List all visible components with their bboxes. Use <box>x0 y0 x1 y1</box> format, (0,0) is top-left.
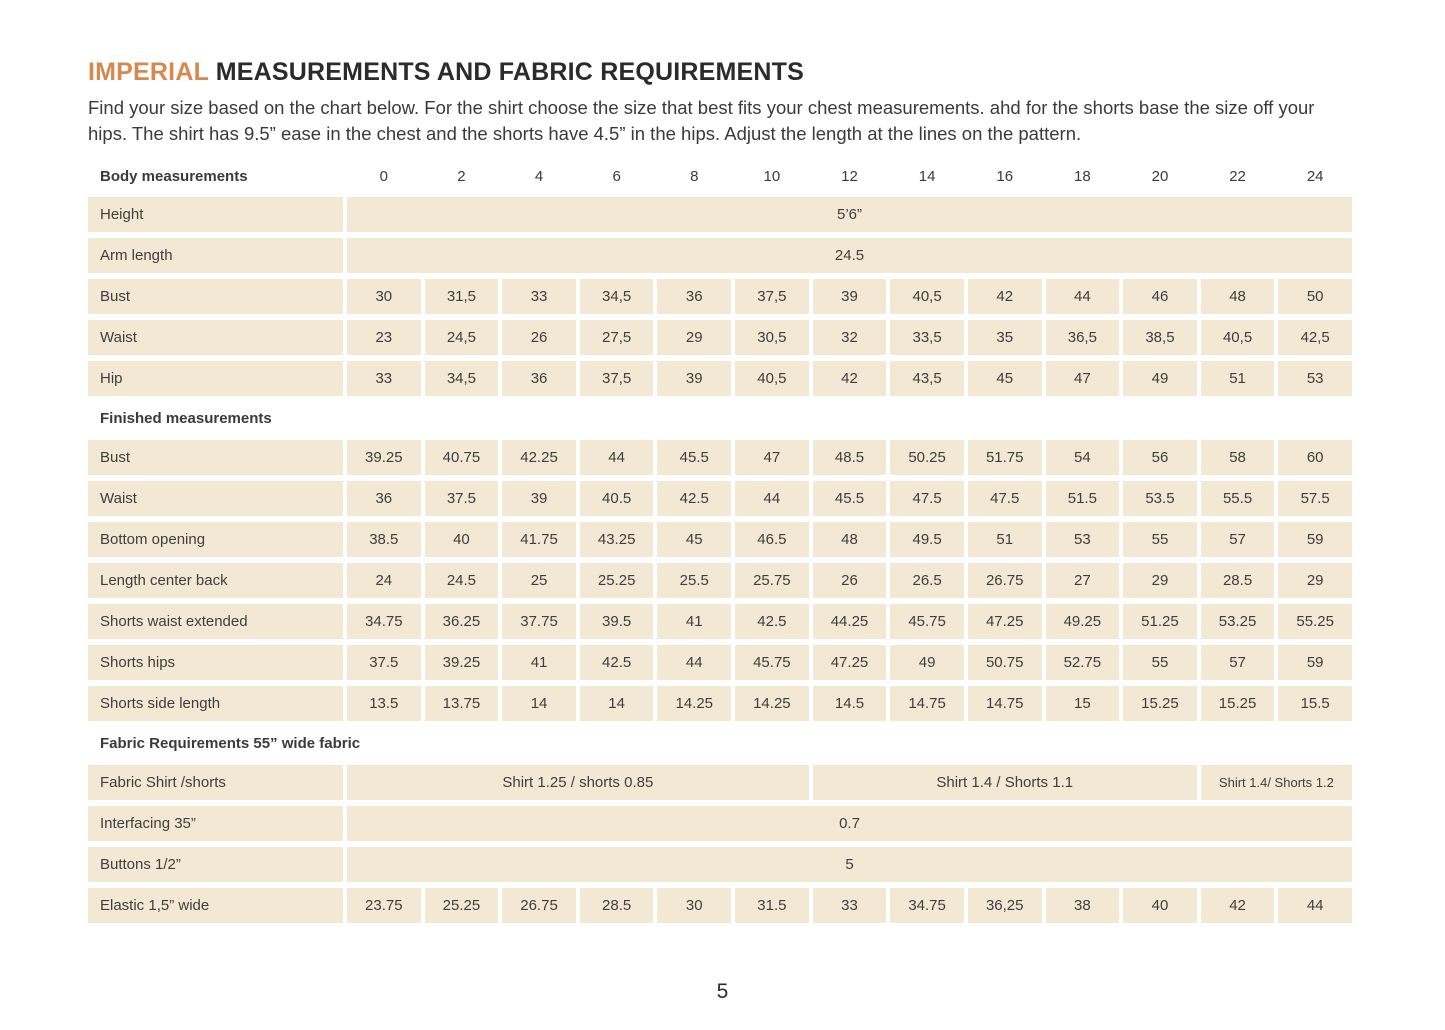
span-value-cell: 5’6” <box>347 197 1352 232</box>
value-cell: 26.75 <box>502 888 576 923</box>
value-cell: 31,5 <box>425 279 499 314</box>
value-cell: 54 <box>1046 440 1120 475</box>
value-cell: 48.5 <box>813 440 887 475</box>
value-cell: 31.5 <box>735 888 809 923</box>
value-cell: 38,5 <box>1123 320 1197 355</box>
size-column-header: 6 <box>612 167 621 185</box>
value-cell: 36 <box>347 481 421 516</box>
value-cell: 42.5 <box>580 645 654 680</box>
value-cell: 47 <box>1046 361 1120 396</box>
value-cell: 29 <box>1278 563 1352 598</box>
value-cell: 50 <box>1278 279 1352 314</box>
value-cell: 50.75 <box>968 645 1042 680</box>
value-cell: 41 <box>657 604 731 639</box>
value-cell: 38 <box>1046 888 1120 923</box>
span-value-cell: 0.7 <box>347 806 1352 841</box>
value-cell: 28.5 <box>580 888 654 923</box>
size-column-header: 4 <box>534 167 544 185</box>
table-row <box>88 888 1352 923</box>
value-cell: 33,5 <box>890 320 964 355</box>
value-cell: 39.25 <box>425 645 499 680</box>
value-cell: 39 <box>813 279 887 314</box>
value-cell: 39.25 <box>347 440 421 475</box>
value-cell: 49 <box>890 645 964 680</box>
value-cell: 46 <box>1123 279 1197 314</box>
table-row <box>88 765 1352 800</box>
value-cell: 57.5 <box>1278 481 1352 516</box>
value-cell: 51 <box>968 522 1042 557</box>
value-cell: 56 <box>1123 440 1197 475</box>
value-cell: 42.25 <box>502 440 576 475</box>
value-cell: 49.5 <box>890 522 964 557</box>
value-cell: 25.25 <box>425 888 499 923</box>
value-cell: 14.75 <box>968 686 1042 721</box>
value-cell: 41 <box>502 645 576 680</box>
value-cell: 34.75 <box>890 888 964 923</box>
value-cell: 55 <box>1123 645 1197 680</box>
value-cell: 26.75 <box>968 563 1042 598</box>
size-column-header: 18 <box>1073 167 1091 185</box>
value-cell: 42.5 <box>735 604 809 639</box>
value-cell: 28.5 <box>1201 563 1275 598</box>
value-cell: 40 <box>425 522 499 557</box>
size-column-header: 14 <box>918 167 936 185</box>
value-cell: 60 <box>1278 440 1352 475</box>
value-cell: 42 <box>1201 888 1275 923</box>
intro-paragraph: Find your size based on the chart below. For the shirt choose the size that best fits your chest measurements. ahd for the shorts base the size off your hips. The shirt has 9.5” ease in the chest and the shorts have 4.5” in the hips. Adjust the length at the lines on the pattern. <box>88 97 1315 144</box>
row-label: Bottom opening <box>88 522 343 557</box>
row-label: Waist <box>88 481 343 516</box>
size-column-header: 0 <box>379 167 388 185</box>
row-label: Shorts hips <box>88 645 343 680</box>
span-value-cell: 5 <box>347 847 1352 882</box>
size-column-header: 22 <box>1229 167 1246 185</box>
value-cell: 40.5 <box>580 481 654 516</box>
value-cell: 14 <box>580 686 654 721</box>
row-label: Bust <box>88 440 343 475</box>
value-cell: 45.5 <box>657 440 731 475</box>
value-cell: 14.5 <box>813 686 887 721</box>
value-cell: 44.25 <box>813 604 887 639</box>
value-cell: 57 <box>1201 645 1275 680</box>
value-cell: 44 <box>735 481 809 516</box>
value-cell: 37.5 <box>425 481 499 516</box>
value-cell: 24,5 <box>425 320 499 355</box>
table-row <box>88 563 1352 598</box>
value-cell: 44 <box>1046 279 1120 314</box>
row-label: Arm length <box>88 238 343 273</box>
value-cell: 44 <box>657 645 731 680</box>
value-cell: 53.5 <box>1123 481 1197 516</box>
value-cell: 29 <box>657 320 731 355</box>
value-cell: 53 <box>1046 522 1120 557</box>
value-cell: 51 <box>1201 361 1275 396</box>
value-cell: 36,25 <box>968 888 1042 923</box>
value-cell: 23 <box>347 320 421 355</box>
row-label: Interfacing 35” <box>88 806 343 841</box>
value-cell: 45 <box>657 522 731 557</box>
value-cell: 35 <box>968 320 1042 355</box>
value-cell: 27 <box>1046 563 1120 598</box>
value-cell: 47.25 <box>813 645 887 680</box>
value-cell: 30 <box>347 279 421 314</box>
table-row <box>88 604 1352 639</box>
value-cell: 55.5 <box>1201 481 1275 516</box>
value-cell: 40 <box>1123 888 1197 923</box>
value-cell: 25 <box>502 563 576 598</box>
row-label: Elastic 1,5” wide <box>88 888 343 923</box>
value-cell: 29 <box>1123 563 1197 598</box>
row-label: Waist <box>88 320 343 355</box>
value-cell: 55 <box>1123 522 1197 557</box>
span-value-cell: Shirt 1.4 / Shorts 1.1 <box>813 765 1197 800</box>
value-cell: 14.25 <box>657 686 731 721</box>
value-cell: 57 <box>1201 522 1275 557</box>
table-row <box>88 686 1352 721</box>
value-cell: 26 <box>502 320 576 355</box>
row-label: Hip <box>88 361 343 396</box>
value-cell: 36 <box>502 361 576 396</box>
value-cell: 48 <box>813 522 887 557</box>
value-cell: 15.25 <box>1123 686 1197 721</box>
size-column-header: 10 <box>763 167 781 185</box>
value-cell: 42 <box>813 361 887 396</box>
size-column-header: 2 <box>457 167 466 185</box>
table-row <box>88 440 1352 475</box>
size-column-header: 16 <box>996 167 1014 185</box>
size-column-header: 24 <box>1306 167 1324 185</box>
value-cell: 59 <box>1278 522 1352 557</box>
value-cell: 45.75 <box>735 645 809 680</box>
value-cell: 26.5 <box>890 563 964 598</box>
value-cell: 34,5 <box>580 279 654 314</box>
row-label: Length center back <box>88 563 343 598</box>
row-label: Buttons 1/2” <box>88 847 343 882</box>
value-cell: 37,5 <box>580 361 654 396</box>
section-title: Finished measurements <box>100 410 272 427</box>
value-cell: 44 <box>580 440 654 475</box>
value-cell: 45.75 <box>890 604 964 639</box>
value-cell: 30 <box>657 888 731 923</box>
value-cell: 42 <box>968 279 1042 314</box>
value-cell: 47.25 <box>968 604 1042 639</box>
value-cell: 15 <box>1046 686 1120 721</box>
table-row <box>88 238 1352 273</box>
value-cell: 49 <box>1123 361 1197 396</box>
value-cell: 47.5 <box>968 481 1042 516</box>
value-cell: 51.25 <box>1123 604 1197 639</box>
value-cell: 48 <box>1201 279 1275 314</box>
value-cell: 33 <box>347 361 421 396</box>
row-label: Fabric Shirt /shorts <box>88 765 343 800</box>
value-cell: 27,5 <box>580 320 654 355</box>
value-cell: 40,5 <box>1201 320 1275 355</box>
row-label: Shorts waist extended <box>88 604 343 639</box>
value-cell: 43,5 <box>890 361 964 396</box>
table-row <box>88 161 1352 191</box>
value-cell: 47 <box>735 440 809 475</box>
value-cell: 34,5 <box>425 361 499 396</box>
value-cell: 45.5 <box>813 481 887 516</box>
value-cell: 25.5 <box>657 563 731 598</box>
value-cell: 39 <box>657 361 731 396</box>
span-value-cell: 24.5 <box>347 238 1352 273</box>
span-value-cell: Shirt 1.25 / shorts 0.85 <box>347 765 809 800</box>
page-title-accent: IMPERIAL <box>88 58 209 86</box>
value-cell: 15.25 <box>1201 686 1275 721</box>
size-column-header: 20 <box>1151 167 1169 185</box>
value-cell: 42.5 <box>657 481 731 516</box>
value-cell: 41.75 <box>502 522 576 557</box>
value-cell: 47.5 <box>890 481 964 516</box>
value-cell: 23.75 <box>347 888 421 923</box>
value-cell: 39 <box>502 481 576 516</box>
value-cell: 40,5 <box>890 279 964 314</box>
table-row <box>88 197 1352 232</box>
value-cell: 14.75 <box>890 686 964 721</box>
value-cell: 15.5 <box>1278 686 1352 721</box>
value-cell: 40,5 <box>735 361 809 396</box>
value-cell: 25.75 <box>735 563 809 598</box>
value-cell: 36.25 <box>425 604 499 639</box>
value-cell: 37.75 <box>502 604 576 639</box>
value-cell: 24 <box>347 563 421 598</box>
value-cell: 13.5 <box>347 686 421 721</box>
value-cell: 13.75 <box>425 686 499 721</box>
value-cell: 32 <box>813 320 887 355</box>
value-cell: 44 <box>1278 888 1352 923</box>
row-label: Height <box>88 197 343 232</box>
table-row <box>88 806 1352 841</box>
value-cell: 36 <box>657 279 731 314</box>
section-title: Fabric Requirements 55” wide fabric <box>100 735 361 752</box>
value-cell: 30,5 <box>735 320 809 355</box>
table-header-label: Body measurements <box>100 167 248 185</box>
value-cell: 14.25 <box>735 686 809 721</box>
value-cell: 40.75 <box>425 440 499 475</box>
value-cell: 38.5 <box>347 522 421 557</box>
value-cell: 46.5 <box>735 522 809 557</box>
value-cell: 42,5 <box>1278 320 1352 355</box>
page-title <box>88 58 1353 87</box>
page-number: 5 <box>716 980 729 1003</box>
value-cell: 33 <box>502 279 576 314</box>
table-row <box>88 320 1352 355</box>
value-cell: 37,5 <box>735 279 809 314</box>
value-cell: 52.75 <box>1046 645 1120 680</box>
value-cell: 49.25 <box>1046 604 1120 639</box>
value-cell: 33 <box>813 888 887 923</box>
span-value-cell: Shirt 1.4/ Shorts 1.2 <box>1201 765 1352 800</box>
value-cell: 34.75 <box>347 604 421 639</box>
value-cell: 26 <box>813 563 887 598</box>
table-row <box>88 645 1352 680</box>
table-row <box>88 522 1352 557</box>
page-title-rest: MEASUREMENTS AND FABRIC REQUIREMENTS <box>208 58 804 86</box>
row-label: Bust <box>88 279 343 314</box>
value-cell: 58 <box>1201 440 1275 475</box>
value-cell: 45 <box>968 361 1042 396</box>
value-cell: 43.25 <box>580 522 654 557</box>
value-cell: 59 <box>1278 645 1352 680</box>
table-row <box>88 279 1352 314</box>
measurements-table <box>88 161 1352 923</box>
table-row <box>88 847 1352 882</box>
row-label: Shorts side length <box>88 686 343 721</box>
value-cell: 37.5 <box>347 645 421 680</box>
value-cell: 51.75 <box>968 440 1042 475</box>
value-cell: 39.5 <box>580 604 654 639</box>
value-cell: 14 <box>502 686 576 721</box>
size-column-header: 12 <box>841 167 858 185</box>
value-cell: 53 <box>1278 361 1352 396</box>
value-cell: 36,5 <box>1046 320 1120 355</box>
size-column-header: 8 <box>690 167 699 185</box>
value-cell: 55.25 <box>1278 604 1352 639</box>
table-row <box>88 481 1352 516</box>
value-cell: 24.5 <box>425 563 499 598</box>
table-row <box>88 361 1352 396</box>
value-cell: 50.25 <box>890 440 964 475</box>
value-cell: 51.5 <box>1046 481 1120 516</box>
value-cell: 25.25 <box>580 563 654 598</box>
value-cell: 53.25 <box>1201 604 1275 639</box>
